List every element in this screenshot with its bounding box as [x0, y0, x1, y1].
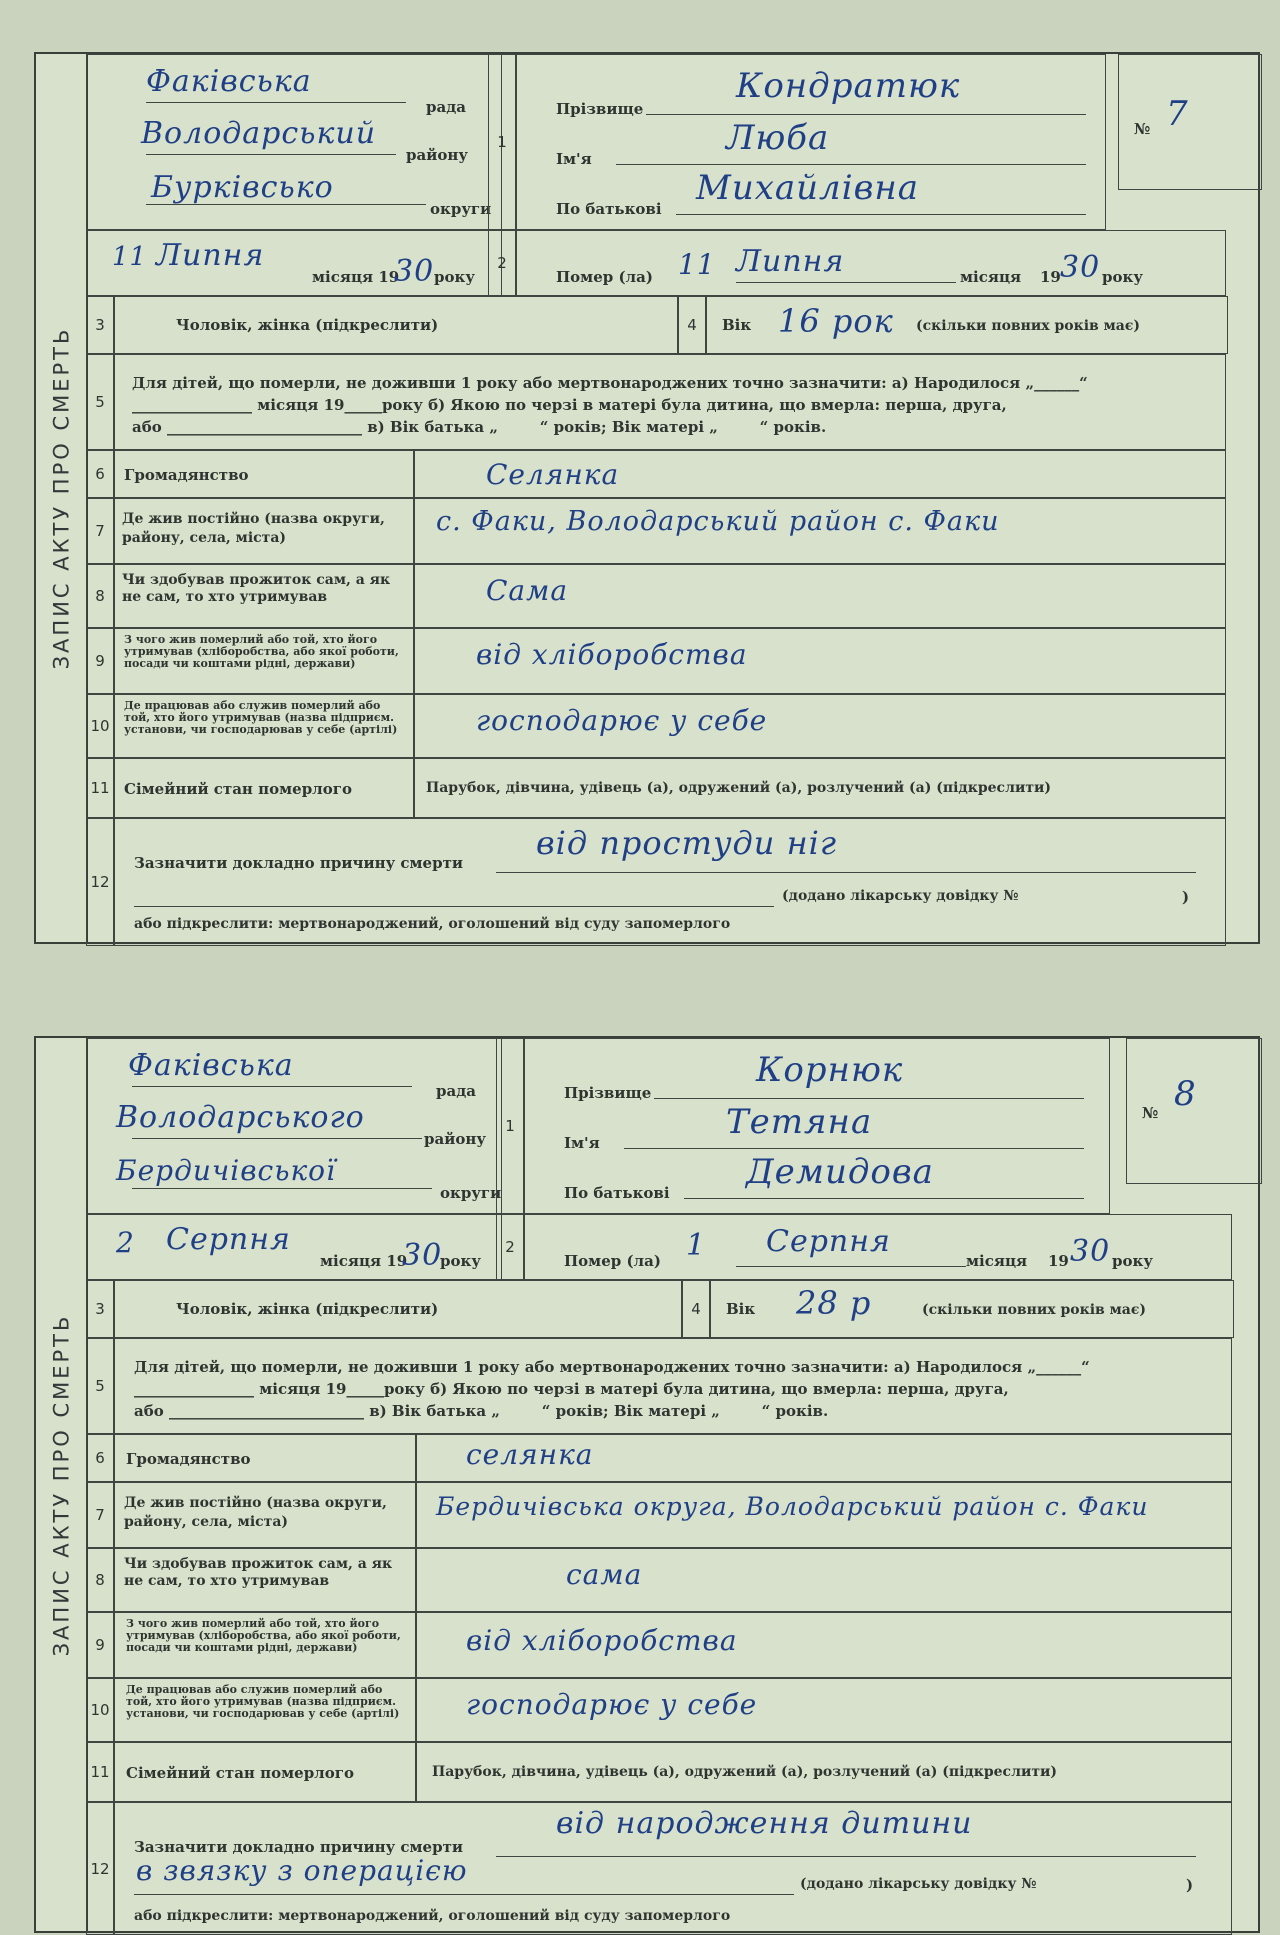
children-block: Для дітей, що померли, не доживши 1 року або мертвонароджених точно зазначити: а) Народилося „______“ ________________ місяця 19_____року б) Якою по черзі в матері була дитина, що вмерла: перша, друга, або __________________________ в) Вік батька „ “ років; Вік матері „ “ років.	[132, 374, 1088, 436]
cause-value: від простуди ніг	[536, 824, 838, 862]
cause-value-2: в звязку з операцією	[136, 1854, 468, 1887]
death-day: 11	[678, 248, 716, 281]
reg-day: 11	[112, 242, 148, 272]
rada-value: Факівська	[146, 64, 312, 99]
raion-label: району	[406, 146, 468, 164]
citizenship-value: Селянка	[486, 458, 620, 491]
rada-label: рада	[426, 98, 466, 116]
death-month: Липня	[736, 244, 845, 279]
work-value: господарює у себе	[466, 1688, 758, 1721]
okruga-value: Бердичівської	[116, 1154, 336, 1187]
raion-value: Володарський	[141, 116, 377, 151]
patronymic-value: Демидова	[746, 1152, 934, 1192]
record-number: 7	[1166, 94, 1189, 134]
death-record-card-2: ЗАПИС АКТУ ПРО СМЕРТЬ Факівська рада Володарського району Бердичівської округи 1 Прізвище Корнюк Ім'я Тетяна По батькові Демидова № 8 2 Серпня місяця 19 30 року 2 Помер (ла) 1 Серпня місяця 19 30 року 3 Чоловік, жінка (підкреслити) 4 Вік 28 р (скільки повних років має) 5 Для дітей, що померли, не доживши 1 року або мертвонароджених точно зазначити: а) Народилося „______“ ________________ місяця 19_____року б) Якою по черзі в матері була дитина, що вмерла: перша, друга, або __________________________ в) Вік батька „ “ років; Вік матері „ “ років. 6 Громадянство селянка 7 Де жив постійно (назва округи, району, села, міста) Бердичівська округа, Володарський район с. Факи 8 Чи здобував прожиток сам, а як не сам, то хто утримував сама 9 З чого жив померлий або той, хто його утримував (хліборобства, або якої роботи, посади чи коштами рідні, держави) від хліборобства 10 Де працював або служив померлий або той, хто його утримував (назва підприєм. установи, чи господарював у себе (артілі) господарює у себе 11 Сімейний стан померлого Парубок, дівчина, удівець (а), одружений (а), розлучений (а) (підкреслити) 12 Зазначити докладно причину смерти від народження дитини в звязку з операцією (додано лікарську довідку № ) або підкреслити: мертвонароджений, оголошений від суду запомерлого	[34, 1036, 1260, 1933]
residence-value: с. Факи, Володарський район с. Факи	[436, 506, 1000, 537]
death-month: Серпня	[766, 1224, 891, 1259]
patronymic-value: Михайлівна	[696, 168, 920, 208]
reg-month: Серпня	[166, 1222, 291, 1257]
work-value: господарює у себе	[476, 704, 768, 737]
death-year: 30	[1060, 250, 1101, 285]
source-value: від хліборобства	[476, 638, 748, 671]
livelihood-value: Сама	[486, 574, 569, 607]
death-year: 30	[1070, 1234, 1111, 1269]
marital-options: Парубок, дівчина, удівець (а), одружений (а), розлучений (а) (підкреслити)	[432, 1764, 1058, 1780]
surname-value: Корнюк	[756, 1050, 904, 1090]
reg-day: 2	[116, 1226, 135, 1259]
record-number: 8	[1174, 1074, 1197, 1114]
rada-value: Факівська	[128, 1048, 294, 1083]
raion-value: Володарського	[116, 1100, 365, 1135]
okruga-label: округи	[430, 200, 492, 218]
sex-label: Чоловік, жінка (підкреслити)	[176, 316, 439, 334]
livelihood-value: сама	[566, 1558, 643, 1591]
reg-year: 30	[394, 254, 435, 289]
reg-month: Липня	[156, 238, 265, 273]
death-day: 1	[686, 1228, 707, 1263]
side-title: ЗАПИС АКТУ ПРО СМЕРТЬ	[36, 54, 88, 942]
side-title: ЗАПИС АКТУ ПРО СМЕРТЬ	[36, 1038, 88, 1931]
death-record-card-1: ЗАПИС АКТУ ПРО СМЕРТЬ Факівська рада Володарський району Бурківсько округи 1 Прізвище Кондратюк Ім'я Люба По батькові Михайлівна № 7 11 Липня місяця 19 30 року 2 Помер (ла) 11 Липня місяця 19 30 року 3 Чоловік, жінка (підкреслити) 4 Вік 16 рок (скільки повних років має) 5 Для дітей, що померли, не доживши 1 року або мертвонароджених точно зазначити: а) Народилося „______“ ________________ місяця 19_____року б) Якою по черзі в матері була дитина, що вмерла: перша, друга, або __________________________ в) Вік батька „ “ років; Вік матері „ “ років. 6 Громадянство Селянка 7 Де жив постійно (назва округи, району, села, міста) с. Факи, Володарський район с. Факи 8 Чи здобував прожиток сам, а як не сам, то хто утримував Сама 9 З чого жив померлий або той, хто його утримував (хліборобства, або якої роботи, посади чи коштами рідні, держави) від хліборобства 10 Де працював або служив померлий або той, хто його утримував (назва підприєм. установи, чи господарював у себе (артілі) господарює у себе 11 Сімейний стан померлого Парубок, дівчина, удівець (а), одружений (а), розлучений (а) (підкреслити) 12 Зазначити докладно причину смерти від простуди ніг (додано лікарську довідку № ) або підкреслити: мертвонароджений, оголошений від суду запомерлого	[34, 52, 1260, 944]
residence-value: Бердичівська округа, Володарський район с. Факи	[436, 1492, 1149, 1521]
age-value: 16 рок	[778, 302, 894, 340]
age-value: 28 р	[796, 1284, 872, 1322]
name-value: Люба	[726, 118, 830, 158]
source-value: від хліборобства	[466, 1624, 738, 1657]
cause-value: від народження дитини	[556, 1806, 973, 1841]
marital-options: Парубок, дівчина, удівець (а), одружений (а), розлучений (а) (підкреслити)	[426, 780, 1052, 796]
citizenship-value: селянка	[466, 1438, 594, 1471]
surname-value: Кондратюк	[736, 66, 961, 106]
name-value: Тетяна	[726, 1102, 873, 1142]
reg-year: 30	[402, 1238, 443, 1273]
okruga-value: Бурківсько	[151, 170, 334, 205]
